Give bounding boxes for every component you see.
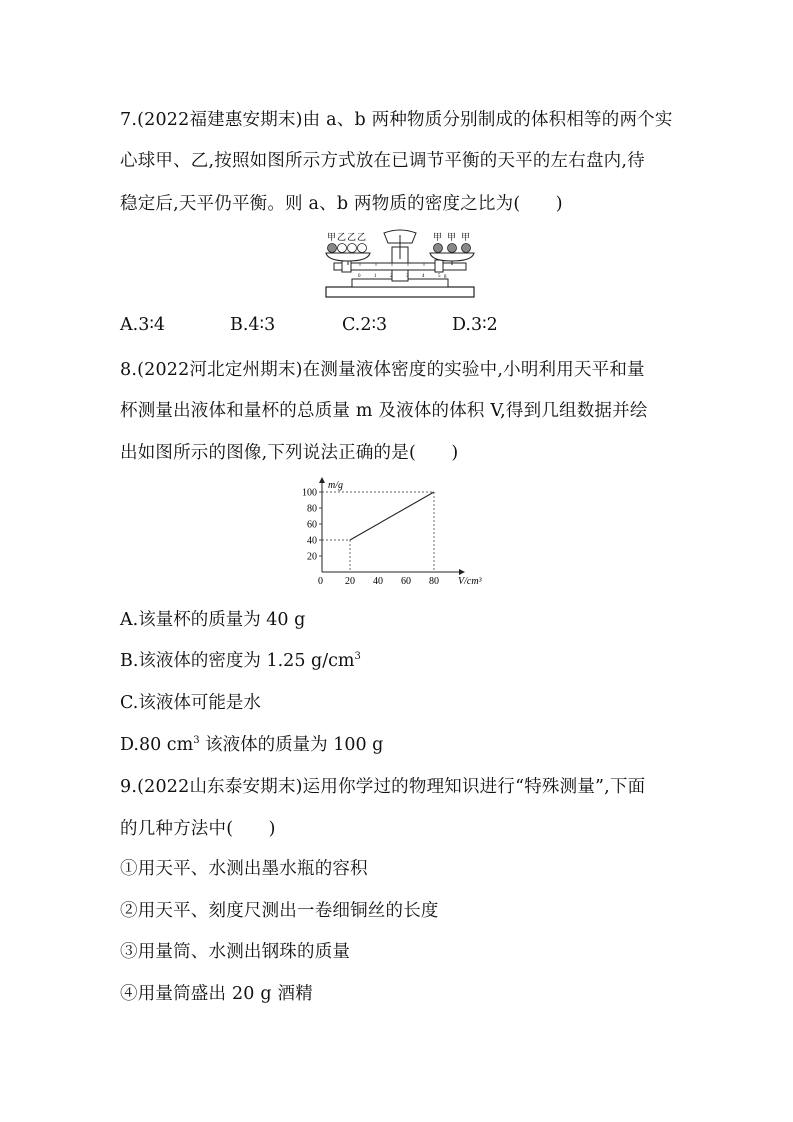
ruler-unit: g	[444, 274, 447, 279]
q8-option-b	[120, 647, 361, 672]
q7-option-c: C.2∶3	[342, 315, 388, 335]
left-pan	[326, 253, 370, 261]
q7-line-3: 稳定后,天平仍平衡。则 a、b 两物质的密度之比为( )	[120, 194, 563, 214]
label-right-2: 甲	[447, 232, 457, 242]
q9-item-4: ④用量筒盛出 20 g 酒精	[120, 984, 313, 1004]
ball-jia-r3	[462, 244, 471, 253]
q8-line-1: 8.(2022河北定州期末)在测量液体密度的实验中,小明利用天平和量	[120, 360, 645, 380]
label-left-3: 乙	[347, 232, 357, 242]
q8-line-3: 出如图所示的图像,下列说法正确的是( )	[120, 443, 459, 463]
q7-line-2: 心球甲、乙,按照如图所示方式放在已调节平衡的天平的左右盘内,待	[120, 151, 645, 171]
balance-beam	[334, 263, 466, 270]
y-axis-label: m/g	[328, 480, 343, 491]
q8-option-d	[120, 731, 383, 756]
balance-base	[326, 287, 474, 297]
ball-yi-2	[348, 244, 357, 253]
y-tick-100: 100	[302, 487, 317, 499]
q9-item-1: ①用天平、水测出墨水瓶的容积	[120, 859, 368, 879]
x-tick-60: 60	[401, 576, 411, 587]
x-tick-20: 20	[345, 576, 355, 587]
mass-volume-chart	[292, 476, 502, 591]
ruler-tick-1: 1	[374, 274, 377, 279]
label-left-4: 乙	[357, 232, 367, 242]
q7-option-a: A.3∶4	[120, 315, 166, 335]
y-tick-20: 20	[307, 551, 317, 563]
q9-line-2: 的几种方法中( )	[120, 819, 276, 839]
q7-option-d: D.3∶2	[452, 315, 498, 335]
ball-jia-r2	[448, 244, 457, 253]
origin-label: 0	[318, 576, 323, 587]
x-axis-label: V/cm³	[458, 576, 482, 587]
ruler-tick-4: 4	[422, 274, 425, 279]
y-tick-60: 60	[307, 519, 317, 531]
ruler-tick-5: 5	[438, 274, 441, 279]
q8-line-2: 杯测量出液体和量杯的总质量 m 及液体的体积 V,得到几组数据并绘	[120, 401, 648, 421]
q8-option-d-sup: 3	[193, 735, 200, 746]
q7-option-b: B.4∶3	[230, 315, 276, 335]
label-left-2: 乙	[337, 232, 347, 242]
q9-line-1: 9.(2022山东泰安期末)运用你学过的物理知识进行“特殊测量”,下面	[120, 777, 646, 797]
q8-option-b-sup: 3	[354, 651, 361, 662]
x-tick-40: 40	[373, 576, 383, 587]
label-right-3: 甲	[461, 232, 471, 242]
q9-item-2: ②用天平、刻度尺测出一卷细铜丝的长度	[120, 901, 439, 921]
balance-rider	[435, 260, 443, 272]
ruler-tick-3: 3	[406, 274, 409, 279]
ball-jia-left	[328, 244, 337, 253]
q8-option-c: C.该液体可能是水	[120, 693, 261, 713]
balance-figure	[320, 229, 480, 301]
q8-option-a: A.该量杯的质量为 40 g	[120, 610, 306, 630]
ruler-tick-2: 2	[390, 274, 393, 279]
y-tick-80: 80	[307, 503, 317, 515]
ball-yi-3	[358, 244, 367, 253]
q8-option-d-rest: 该液体的质量为 100 g	[199, 735, 384, 755]
ruler-tick-0: 0	[358, 274, 361, 279]
x-tick-80: 80	[429, 576, 439, 587]
q8-option-b-text: B.该液体的密度为 1.25 g/cm	[120, 651, 355, 671]
series-line-0	[350, 492, 434, 540]
ball-jia-r1	[434, 244, 443, 253]
label-right-1: 甲	[433, 232, 443, 242]
ball-yi-1	[338, 244, 347, 253]
q9-item-3: ③用量筒、水测出钢珠的质量	[120, 942, 351, 962]
q7-line-1: 7.(2022福建惠安期末)由 a、b 两种物质分别制成的体积相等的两个实	[120, 110, 673, 130]
y-tick-40: 40	[307, 535, 317, 547]
q8-option-d-text: D.80 cm	[120, 735, 194, 755]
label-left-1: 甲	[327, 232, 337, 242]
